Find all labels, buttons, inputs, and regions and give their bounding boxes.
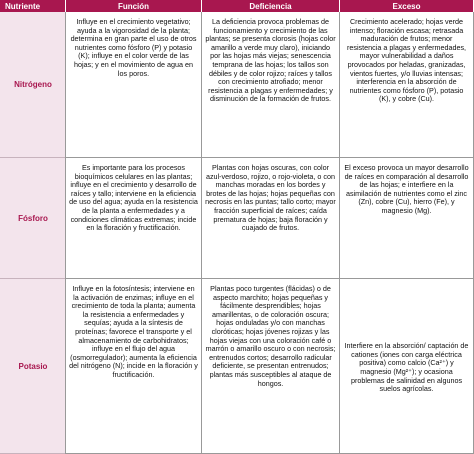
cell-text: Plantas con hojas oscuras, con color azul-verdoso, rojizo, o rojo-violeta, o con manchas moradas en los bordes y brotes de las hojas; hojas pequeñas con necrosis en las puntas; tallo corto; mayor fracción superficial de raíces; caída prematura de hojas; baja floración y cuajado de frutos. — [205, 163, 336, 233]
header-nutriente: Nutriente — [0, 0, 66, 12]
cell-funcion — [65, 279, 202, 454]
cell-text: La deficiencia provoca problemas de funcionamiento y crecimiento de las plantas; se presenta clorosis (hojas color amarillo a verde muy claro), iniciando por las hojas más viejas; senescencia temprana de las hojas; los tallos son débiles y de color rojizo; raíces y tallos con crecimiento atrofiado; menor resistencia a plagas y enfermedades; y disminución de la formación de frutos. — [205, 17, 336, 104]
cell-text: Es importante para los procesos bioquímicos celulares en las plantas; influye en el crecimiento y desarrollo de raíces y tallo; interviene en la eficiencia de uso del agua; ayuda en la resistencia de la planta a enfermedades y a condiciones climáticas extremas; incide en la floración y fructificación. — [69, 163, 198, 233]
header-funcion: Función — [66, 0, 202, 12]
header-deficiencia: Deficiencia — [202, 0, 340, 12]
cell-funcion — [65, 158, 202, 279]
cell-deficiencia — [201, 158, 340, 279]
cell-text: El exceso provoca un mayor desarrollo de raíces en comparación al desarrollo de las hojas; e interfiere en la asimilación de nutrientes como el zinc (Zn), cobre (Cu), hierro (Fe), y magnesio (Mg). — [344, 163, 469, 215]
nutrient-name: Potasio — [0, 279, 66, 454]
cell-deficiencia — [201, 279, 340, 454]
cell-exceso — [339, 158, 474, 279]
nutrient-name: Fósforo — [0, 158, 66, 279]
cell-funcion — [65, 12, 202, 158]
cell-text: Influye en la fotosíntesis; interviene en la activación de enzimas; influye en el crecimiento de toda la planta; aumenta la resistencia a enfermedades y sequías; ayuda a la síntesis de proteínas; favorece el transporte y el almacenamiento de carbohidratos; influye en el flujo del agua (osmorregulador); aumenta la eficiencia del nitrógeno (N); incide en la floración y fructificación. — [69, 284, 198, 379]
cell-exceso — [339, 12, 474, 158]
cell-text: Interfiere en la absorción/ captación de cationes (iones con carga eléctrica positiva) como calcio (Ca²⁺) y magnesio (Mg²⁺); y ocasiona problemas de salinidad en algunos suelos agrícolas. — [344, 341, 469, 394]
cell-exceso — [339, 279, 474, 454]
nutrient-name: Nitrógeno — [0, 12, 66, 158]
cell-deficiencia — [201, 12, 340, 158]
cell-text: Plantas poco turgentes (flácidas) o de aspecto marchito; hojas pequeñas y fácilmente desprendibles; hojas amarillentas, o de coloración oscura; hojas onduladas y/o con manchas cloróticas; hojas jóvenes rojizas y las hojas viejas con una coloración café o marrón o amarillo oscuro o con necrosis; entrenudos cortos; desarrollo radicular deficiente, se presentan entrenudos; plantas más susceptibles al ataque de hongos. — [205, 284, 336, 388]
cell-text: Influye en el crecimiento vegetativo; ayuda a la vigorosidad de la planta; determina en gran parte el uso de otros nutrientes como fósforo (P) y potasio (K); influye en el color verde de las hojas; y en el movimiento de agua en los poros. — [70, 17, 197, 78]
cell-text: Crecimiento acelerado; hojas verde intenso; floración escasa; retrasada maduración de frutos; menor resistencia a plagas y enfermedades, mayor vulnerabilidad a daños provocados por heladas, granizadas, vientos fuertes, y/o lluvias intensas; interferencia en la absorción de nutrientes como fósforo (P), potasio (K), y cobre (Cu). — [346, 17, 467, 104]
header-exceso: Exceso — [340, 0, 474, 12]
